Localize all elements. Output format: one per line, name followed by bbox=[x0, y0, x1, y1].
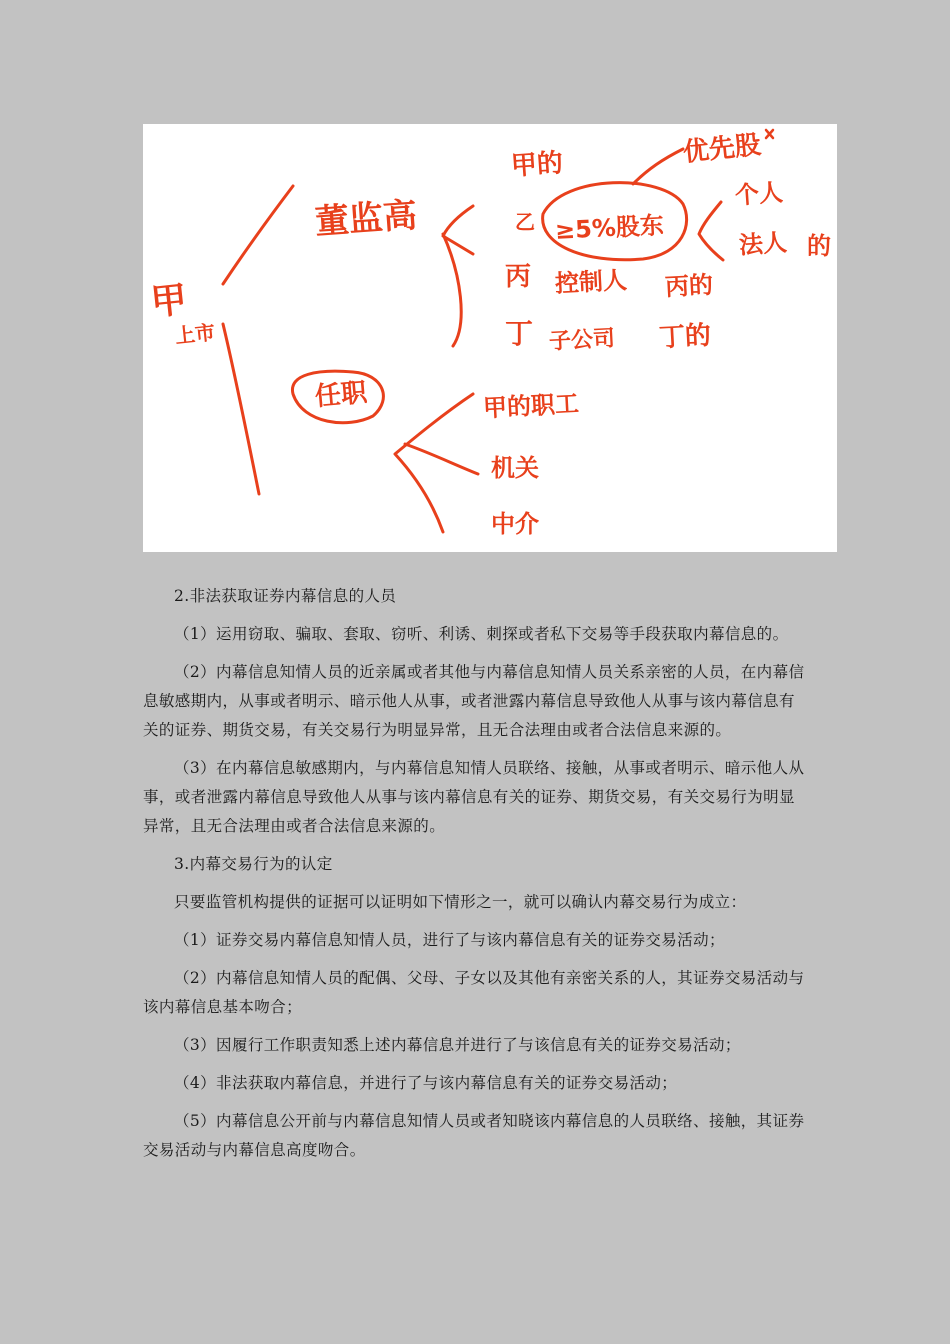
branch-stroke-up bbox=[223, 186, 293, 284]
node-bing: 丙 bbox=[505, 262, 532, 292]
node-x-mark bbox=[771, 126, 772, 127]
mindmap-strokes bbox=[143, 124, 837, 552]
branch-stroke-down bbox=[223, 324, 259, 494]
node-jia: 甲 bbox=[148, 279, 190, 324]
paragraph: （4）非法获取内幕信息，并进行了与该内幕信息有关的证券交易活动； bbox=[174, 1074, 678, 1092]
x-mark-icon bbox=[766, 130, 773, 138]
node-ding: 丁 bbox=[505, 317, 534, 350]
paragraph: （2）内幕信息知情人员的近亲属或者其他与内幕信息知情人员关系亲密的人员，在内幕信息敏感期内，从事或者明示、暗示他人从事，或者泄露内幕信息导致他人从事与该内幕信息有关的证券、期货交易，有关交易行为明显异常，且无合法理由或者合法信息来源的。 bbox=[143, 663, 805, 739]
node-zigongsi: 子公司 bbox=[548, 326, 616, 355]
bracket-renzhi bbox=[395, 394, 473, 532]
node-jiguan: 机关 bbox=[491, 454, 539, 482]
paragraph: （1）证券交易内幕信息知情人员，进行了与该内幕信息有关的证券交易活动； bbox=[174, 931, 725, 949]
paragraph: （1）运用窃取、骗取、套取、窃听、利诱、刺探或者私下交易等手段获取内幕信息的。 bbox=[174, 625, 789, 643]
node-renzhi: 任职 bbox=[313, 377, 369, 413]
bracket-geren bbox=[699, 202, 723, 260]
node-er: 乙 bbox=[515, 210, 535, 234]
node-gudong: ≥5%股东 bbox=[554, 211, 665, 245]
section-heading: 2.非法获取证券内幕信息的人员 bbox=[174, 587, 397, 605]
paragraph: （5）内幕信息公开前与内幕信息知情人员或者知晓该内幕信息的人员联络、接触，其证券交易活动与内幕信息高度吻合。 bbox=[143, 1112, 805, 1159]
branch-jiguan bbox=[405, 444, 478, 474]
node-geren: 个人 bbox=[734, 178, 784, 210]
paragraph: （3）因履行工作职责知悉上述内幕信息并进行了与该信息有关的证券交易活动； bbox=[174, 1036, 741, 1054]
node-ding-de: 丁的 bbox=[658, 320, 712, 354]
paragraph: （2）内幕信息知情人员的配偶、父母、子女以及其他有亲密关系的人，其证券交易活动与该内幕信息基本吻合； bbox=[143, 969, 805, 1016]
branch-dongjiangao-lower bbox=[443, 234, 461, 346]
node-jia-de: 甲的 bbox=[510, 148, 564, 182]
paragraph: 只要监管机构提供的证据可以证明如下情形之一，就可以确认内幕交易行为成立： bbox=[174, 893, 747, 911]
node-shangshi: 上市 bbox=[173, 319, 217, 349]
node-dongjiangao: 董监高 bbox=[313, 195, 419, 243]
paragraph: （3）在内幕信息敏感期内，与内幕信息知情人员联络、接触，从事或者明示、暗示他人从事，或者泄露内幕信息导致他人从事与该内幕信息有关的证券、期货交易，有关交易行为明显异常，且无合法理由或者合法信息来源的。 bbox=[143, 759, 805, 835]
body-text bbox=[143, 582, 807, 1174]
node-zhongjie: 中介 bbox=[491, 510, 539, 538]
node-bing-de: 丙的 bbox=[664, 270, 714, 302]
node-jia-zhiyuan: 甲的职工 bbox=[482, 389, 580, 423]
node-kongzhiren: 控制人 bbox=[554, 266, 628, 298]
node-youxiangu: 优先股 bbox=[681, 130, 763, 168]
node-de: 的 bbox=[807, 232, 831, 260]
branch-youxiangu bbox=[633, 149, 683, 184]
node-faren: 法人 bbox=[738, 228, 788, 260]
handwritten-mindmap bbox=[143, 124, 837, 552]
section-heading: 3.内幕交易行为的认定 bbox=[174, 855, 333, 873]
